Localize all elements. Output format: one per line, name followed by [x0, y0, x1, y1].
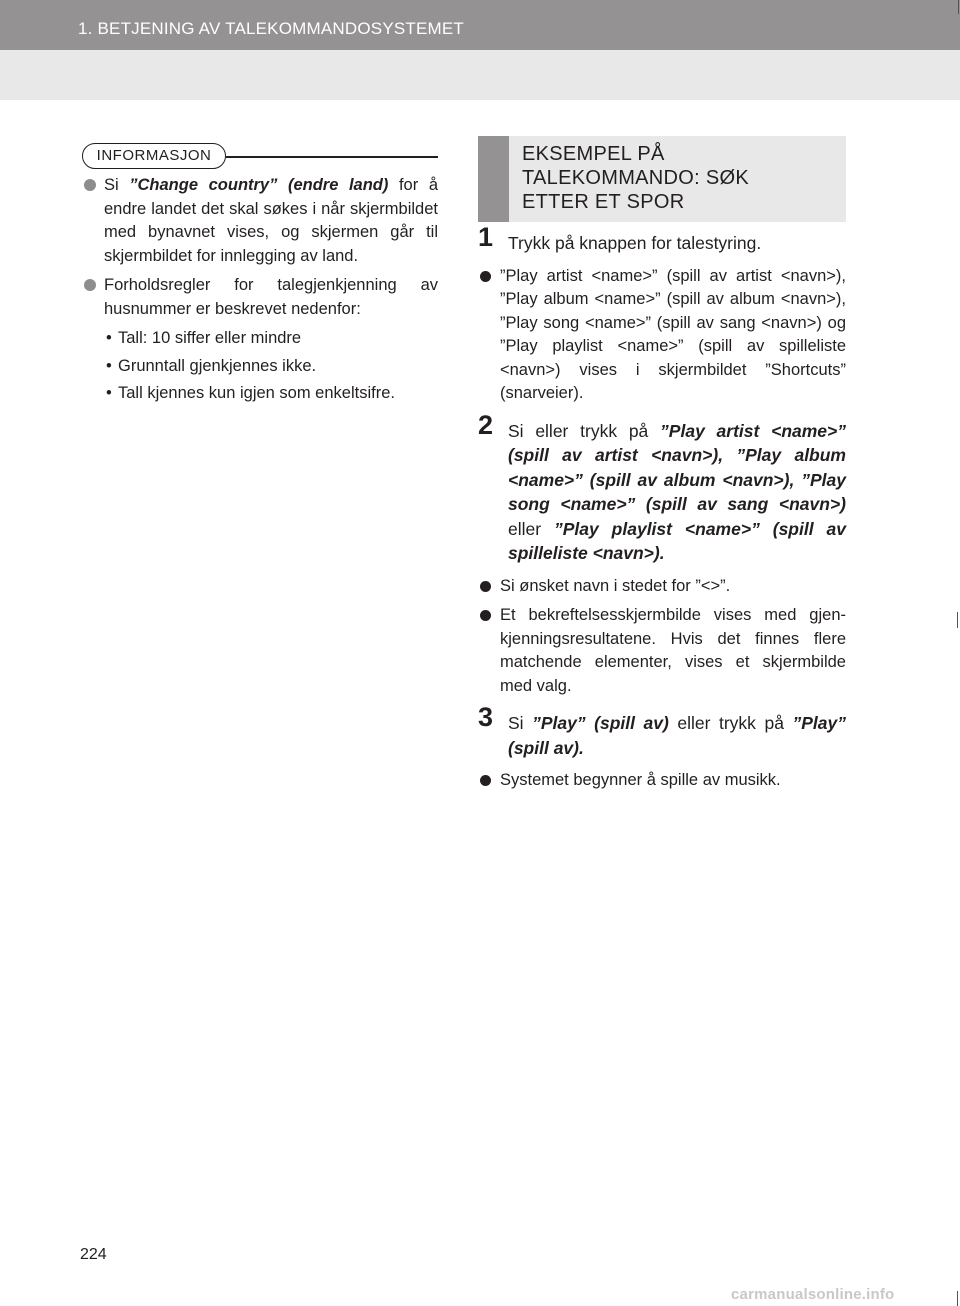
bullet-icon: [480, 775, 491, 786]
info-text: Si: [104, 176, 130, 194]
note-text: Si ønsket navn i stedet for ”<>”.: [500, 576, 731, 595]
bullet-icon: [84, 279, 96, 291]
step-3: [478, 702, 846, 761]
info-command: ”Change country” (endre land): [129, 176, 389, 194]
step-text: Si eller trykk på: [508, 420, 661, 441]
crop-mark: [957, 612, 958, 628]
bullet-icon: [480, 610, 491, 621]
sub-bullet-icon: •: [106, 356, 112, 375]
step-command: ”Play playlist <name>” (spill av spilleliste <navn>).: [508, 518, 846, 563]
sub-bullet-icon: •: [106, 329, 112, 347]
step-3-note: [478, 769, 846, 793]
example-heading-box: [478, 136, 846, 222]
note-text: ”Play artist <name>” (spill av artist <navn>), ”Play album <name>” (spill av album <navn>), ”Play song <name>” (spill av sang <navn>) og ”Play playlist <name>” (spill av spilleliste <navn>) vises i skjermbildet ”Shortcuts” (snarveier).: [500, 266, 846, 402]
info-text: Forholdsregler for talegjenkjenning av husnummer er beskrevet nedenfor:: [104, 276, 438, 318]
step-command: ”Play artist <name>” (spill av artist <navn>), ”Play album <name>” (spill av album <navn>), ”Play song <name>” (spill av sang <navn>): [508, 420, 846, 514]
sub-item-text: Tall kjennes kun igjen som enkeltsifre.: [118, 384, 395, 402]
step-1-note: [478, 265, 846, 406]
chapter-title: 1. BETJENING AV TALEKOMMANDOSYSTEMET: [78, 19, 464, 38]
step-2: [478, 409, 846, 567]
step-text: Si: [508, 713, 533, 733]
step-command: ”Play” (spill av).: [508, 713, 846, 758]
bullet-icon: [480, 271, 491, 282]
sub-item-text: Tall: 10 siffer eller mindre: [118, 329, 302, 347]
step-text: eller trykk på: [668, 713, 793, 733]
step-number: 3: [478, 702, 494, 732]
page-number: 224: [80, 1246, 107, 1263]
note-text: Systemet begynner å spille av musikk.: [500, 771, 781, 789]
step-2-note: [478, 604, 846, 698]
example-title-line: ETTER ET SPOR: [522, 191, 685, 213]
step-number: 1: [478, 222, 494, 252]
heading-stripe: [478, 136, 509, 222]
step-number: 2: [478, 409, 494, 440]
info-item-change-country: [82, 174, 438, 268]
example-title-line: EKSEMPEL PÅ: [522, 143, 665, 165]
bullet-icon: [84, 179, 96, 191]
steps-section: [478, 222, 846, 799]
crop-mark: [958, 0, 959, 14]
example-title-line: TALEKOMMANDO: SØK: [522, 167, 749, 189]
step-command: ”Play” (spill av): [532, 713, 669, 733]
bullet-icon: [480, 581, 491, 592]
crop-mark: [957, 1291, 958, 1306]
step-text: eller: [508, 518, 554, 539]
note-text: Et bekreftelsesskjermbilde vises med gjenkjenningsresultatene. Hvis det finnes flere matchende elementer, vises et skjermbilde med valg.: [500, 606, 846, 695]
watermark: carmanualsonline.info: [731, 1286, 895, 1303]
info-item-house-number: [82, 274, 438, 321]
step-text: Trykk på knappen for talestyring.: [508, 233, 762, 253]
information-rule: [226, 156, 438, 158]
sub-list-item: [82, 355, 438, 379]
information-section: [82, 174, 438, 410]
step-2-note: [478, 575, 846, 599]
info-text: for å endre landet det skal søkes i når skjermbildet med bynavnet vises, og skjermen går til skjermbildet for innlegging av land.: [104, 176, 438, 265]
header-bar: [0, 0, 960, 50]
step-1: [478, 222, 846, 257]
sub-item-text: Grunntall gjenkjennes ikke.: [118, 356, 317, 375]
sub-bullet-icon: •: [106, 384, 112, 402]
sub-list-item: [82, 382, 438, 406]
sub-list-item: [82, 327, 438, 351]
information-label: INFORMASJON: [82, 143, 226, 169]
header-band: [0, 50, 960, 100]
example-title: [522, 142, 832, 214]
